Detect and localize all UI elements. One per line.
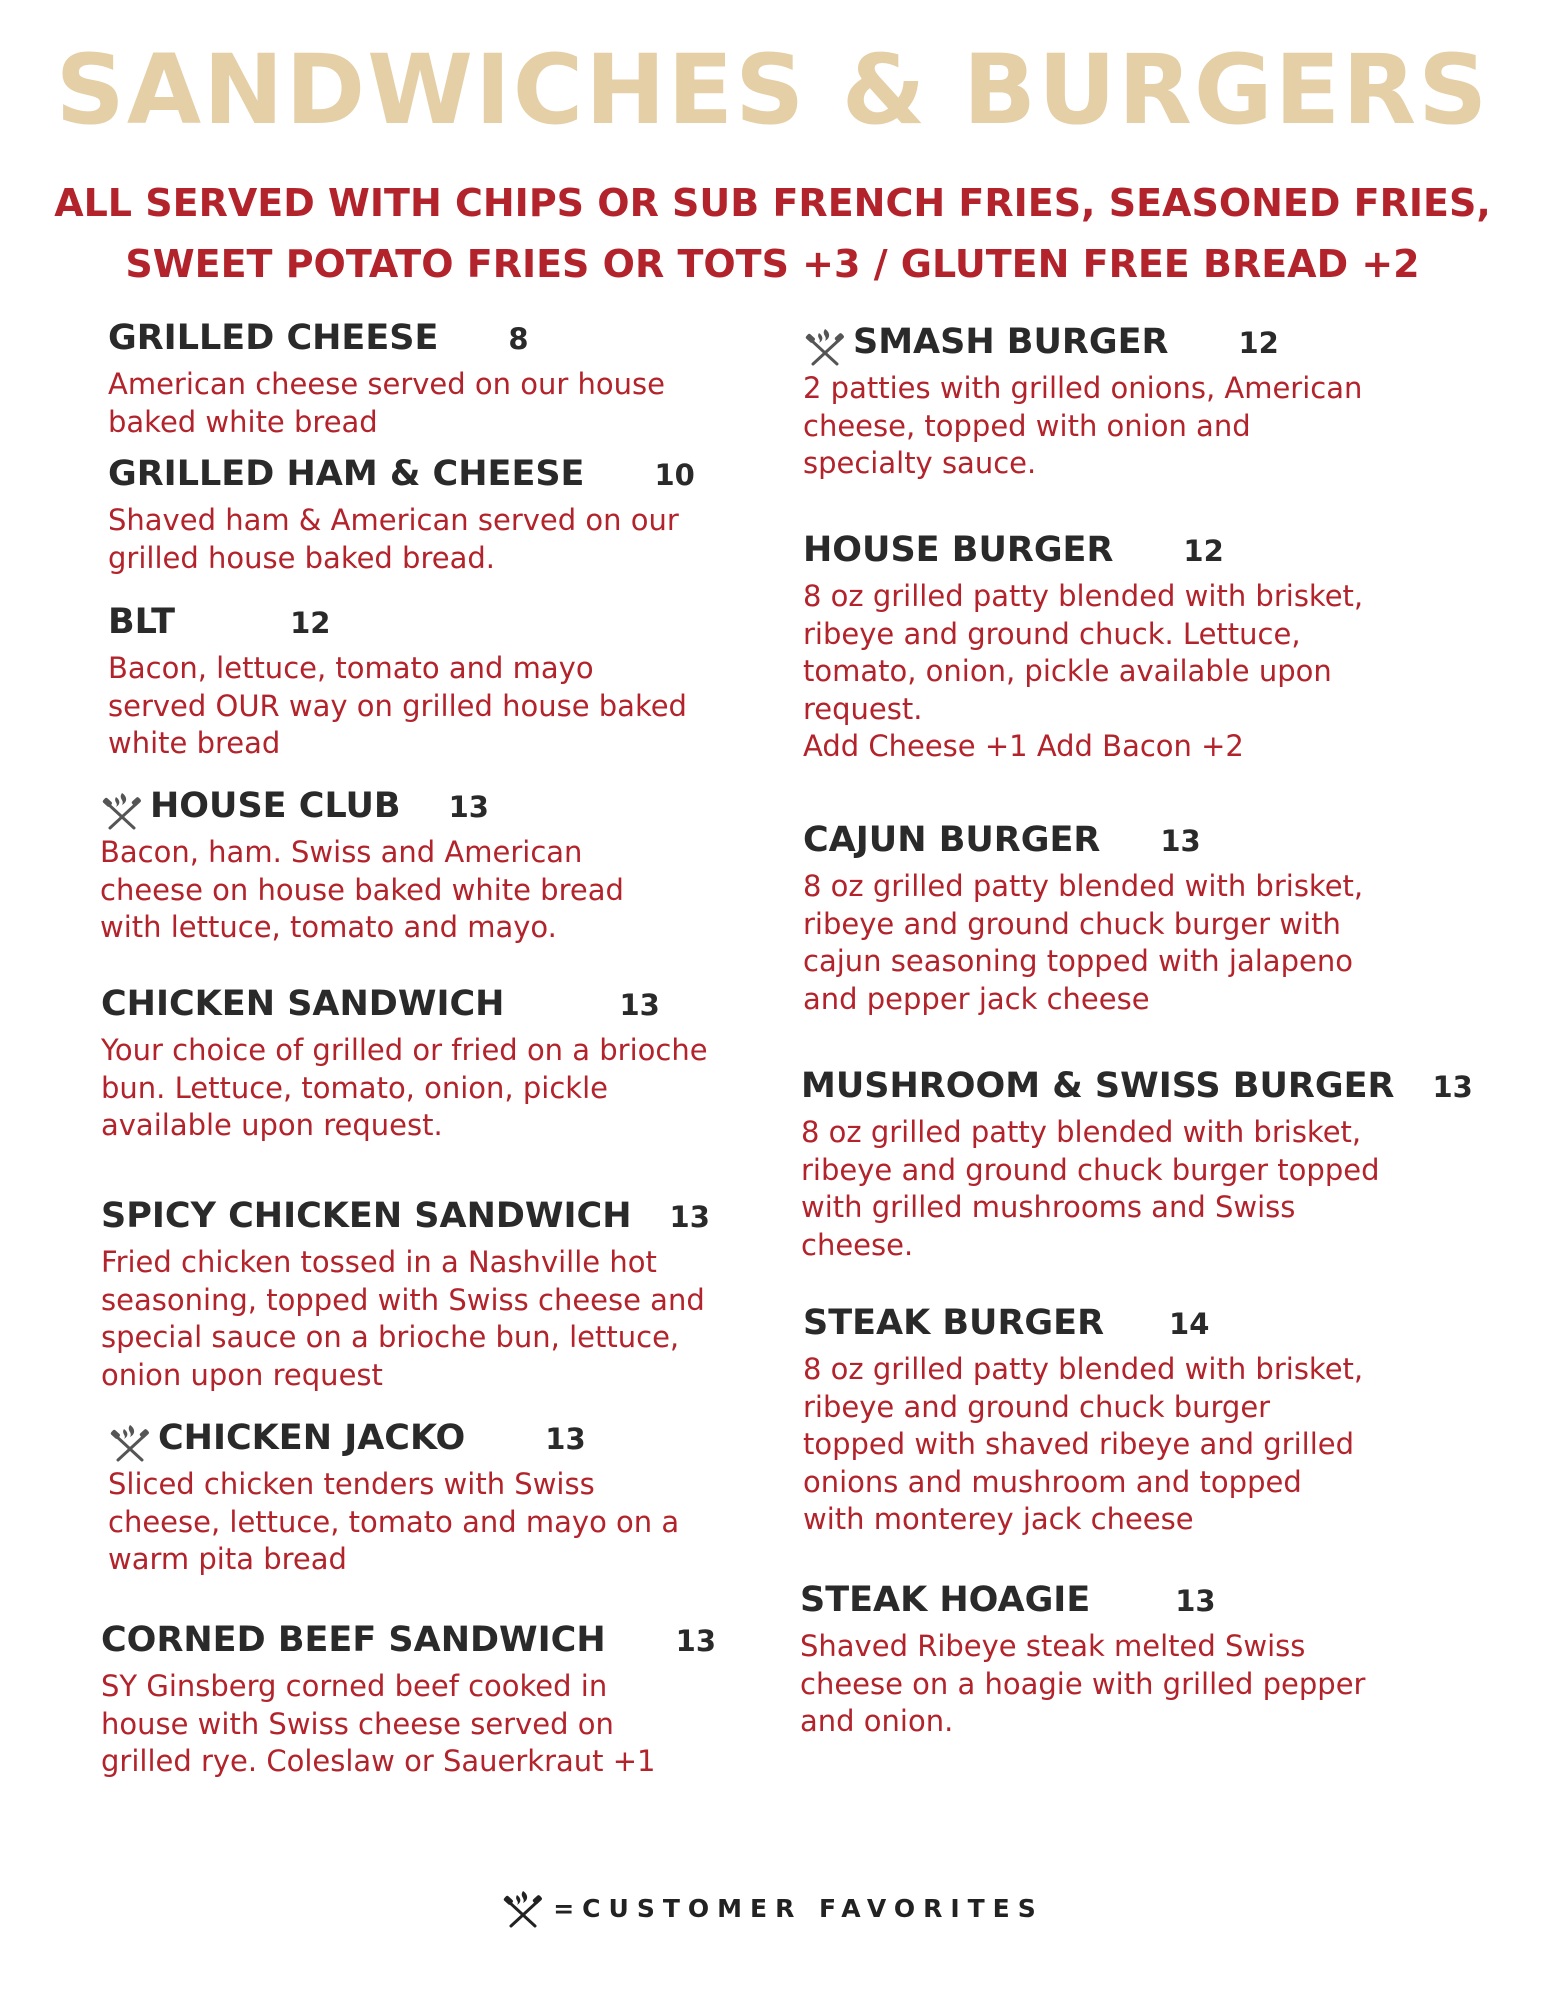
menu-item bbox=[100, 786, 800, 947]
menu-item-description-line: Bacon, lettuce, tomato and mayo bbox=[108, 651, 594, 685]
menu-item-description-line: onions and mushroom and topped bbox=[803, 1464, 1302, 1499]
menu-item bbox=[803, 530, 1503, 766]
menu-item-header bbox=[108, 318, 808, 366]
menu-item-header bbox=[803, 820, 1503, 868]
menu-item-price: 12 bbox=[290, 606, 331, 640]
menu-item-description-line: Sliced chicken tenders with Swiss bbox=[108, 1467, 595, 1501]
menu-item-name: HOUSE BURGER bbox=[803, 530, 1114, 570]
menu-item-price: 12 bbox=[1183, 534, 1224, 568]
menu-item-price: 13 bbox=[675, 1624, 717, 1658]
menu-item-header bbox=[108, 1418, 808, 1466]
menu-item bbox=[101, 984, 801, 1145]
menu-item-description-line: 8 oz grilled patty blended with brisket, bbox=[803, 1352, 1364, 1386]
menu-item-description-line: grilled house baked bread. bbox=[108, 540, 495, 575]
menu-item-description-line: cheese on house baked white bread bbox=[100, 872, 624, 907]
menu-item bbox=[108, 318, 808, 441]
menu-item-name: CAJUN BURGER bbox=[803, 820, 1101, 860]
menu-item-description-line: white bread bbox=[108, 726, 281, 760]
menu-item-header bbox=[101, 984, 801, 1032]
menu-item-description-line: grilled rye. Coleslaw or Sauerkraut +1 bbox=[101, 1744, 656, 1778]
menu-item bbox=[803, 820, 1503, 1018]
menu-item-name: CORNED BEEF SANDWICH bbox=[101, 1620, 606, 1660]
menu-item-price: 13 bbox=[1432, 1070, 1473, 1104]
menu-item-header bbox=[800, 1580, 1500, 1628]
menu-item-description-line: ribeye and ground chuck burger with bbox=[803, 906, 1341, 941]
legend bbox=[0, 1888, 1545, 1928]
menu-item-description-line: Fried chicken tossed in a Nashville hot bbox=[101, 1245, 657, 1279]
menu-item-name: MUSHROOM & SWISS BURGER bbox=[801, 1066, 1395, 1106]
menu-item bbox=[803, 1303, 1503, 1539]
menu-item-name: CHICKEN JACKO bbox=[158, 1418, 466, 1458]
menu-item-price: 8 bbox=[508, 322, 529, 356]
menu-item-description-line: bun. Lettuce, tomato, onion, pickle bbox=[101, 1070, 608, 1105]
menu-item-name: SPICY CHICKEN SANDWICH bbox=[101, 1196, 632, 1236]
menu-item-header bbox=[803, 1303, 1503, 1351]
menu-item-description-line: Shaved ham & American served on our bbox=[108, 503, 679, 537]
menu-item-description-line: 8 oz grilled patty blended with brisket, bbox=[801, 1115, 1362, 1149]
menu-item-name: GRILLED HAM & CHEESE bbox=[108, 454, 585, 494]
menu-item-description-line: with lettuce, tomato and mayo. bbox=[100, 910, 557, 944]
menu-item-description-line: 2 patties with grilled onions, American bbox=[803, 371, 1363, 405]
menu-item-header bbox=[803, 322, 1503, 370]
menu-item-description-line: and onion. bbox=[800, 1704, 954, 1738]
menu-item-description-line: warm pita bread bbox=[108, 1542, 347, 1576]
legend-text: =CUSTOMER FAVORITES bbox=[553, 1893, 1044, 1923]
menu-item-header bbox=[100, 786, 800, 834]
menu-item-description-line: Your choice of grilled or fried on a brioche bbox=[101, 1033, 708, 1067]
menu-item-description-line: cheese, lettuce, tomato and mayo on a bbox=[108, 1504, 680, 1539]
menu-item-description-line: ribeye and ground chuck burger bbox=[803, 1389, 1271, 1424]
customer-favorite-icon bbox=[108, 1422, 152, 1462]
menu-item-header bbox=[108, 602, 808, 650]
menu-item-description-line: cheese, topped with onion and bbox=[803, 408, 1251, 443]
menu-item-description-line: request. bbox=[803, 691, 923, 726]
menu-item-header bbox=[101, 1196, 801, 1244]
menu-item-price: 12 bbox=[1238, 326, 1279, 360]
menu-item-price: 13 bbox=[448, 790, 489, 824]
menu-item-price: 13 bbox=[1175, 1584, 1216, 1618]
menu-item bbox=[800, 1580, 1500, 1741]
menu-item-description-line: onion upon request bbox=[101, 1357, 383, 1392]
menu-item-price: 13 bbox=[669, 1200, 710, 1234]
menu-item-price: 14 bbox=[1169, 1307, 1210, 1341]
menu-item-description-line: American cheese served on our house bbox=[108, 367, 665, 401]
menu-item-description-line: baked white bread bbox=[108, 404, 378, 439]
customer-favorite-icon bbox=[803, 326, 847, 366]
menu-item bbox=[101, 1620, 801, 1781]
menu-title: SANDWICHES & BURGERS bbox=[55, 34, 1490, 146]
menu-item-description-line: ribeye and ground chuck burger topped bbox=[801, 1152, 1380, 1187]
customer-favorite-icon bbox=[100, 790, 144, 830]
menu-item-description-line: Add Cheese +1 Add Bacon +2 bbox=[803, 729, 1244, 763]
menu-item bbox=[803, 322, 1503, 483]
menu-item-price: 13 bbox=[619, 988, 660, 1022]
menu-item-name: CHICKEN SANDWICH bbox=[101, 984, 505, 1024]
menu-item-name: HOUSE CLUB bbox=[150, 786, 401, 826]
menu-item-name: STEAK HOAGIE bbox=[800, 1580, 1091, 1620]
menu-item-description-line: and pepper jack cheese bbox=[803, 981, 1150, 1016]
menu-item-description-line: served OUR way on grilled house baked bbox=[108, 688, 687, 723]
menu-item-description-line: with grilled mushrooms and Swiss bbox=[801, 1190, 1296, 1224]
menu-item-header bbox=[803, 530, 1503, 578]
menu-item-header bbox=[101, 1620, 801, 1668]
menu-item-description-line: tomato, onion, pickle available upon bbox=[803, 654, 1332, 688]
menu-item-description-line: specialty sauce. bbox=[803, 446, 1037, 480]
menu-item bbox=[801, 1066, 1501, 1264]
menu-item-description-line: cheese. bbox=[801, 1227, 914, 1262]
menu-item-name: STEAK BURGER bbox=[803, 1303, 1105, 1343]
menu-subtitle-line1: ALL SERVED WITH CHIPS OR SUB FRENCH FRIES, SEASONED FRIES, bbox=[54, 181, 1491, 225]
menu-item-description-line: special sauce on a brioche bun, lettuce, bbox=[101, 1320, 680, 1354]
menu-item-description-line: available upon request. bbox=[101, 1108, 443, 1142]
menu-item-description-line: ribeye and ground chuck. Lettuce, bbox=[803, 616, 1301, 651]
menu-item-name: GRILLED CHEESE bbox=[108, 318, 439, 358]
menu-item-description-line: topped with shaved ribeye and grilled bbox=[803, 1427, 1355, 1461]
menu-item-name: BLT bbox=[108, 602, 176, 642]
menu-item-price: 13 bbox=[1160, 824, 1201, 858]
menu-item bbox=[108, 454, 808, 577]
menu-item-header bbox=[801, 1066, 1501, 1114]
menu-item-price: 13 bbox=[545, 1422, 586, 1456]
menu-item-description-line: 8 oz grilled patty blended with brisket, bbox=[803, 579, 1364, 613]
menu-subtitle-line2: SWEET POTATO FRIES OR TOTS +3 / GLUTEN FREE BREAD +2 bbox=[125, 242, 1420, 286]
crossed-utensils-flame-icon bbox=[501, 1888, 545, 1928]
menu-item bbox=[101, 1196, 801, 1394]
menu-item-description-line: cheese on a hoagie with grilled pepper bbox=[800, 1666, 1366, 1701]
menu-item-description-line: 8 oz grilled patty blended with brisket, bbox=[803, 869, 1364, 903]
menu-item-description-line: Bacon, ham. Swiss and American bbox=[100, 835, 583, 869]
menu-item-header bbox=[108, 454, 808, 502]
menu-item-description-line: with monterey jack cheese bbox=[803, 1502, 1194, 1536]
menu-item-description-line: house with Swiss cheese served on bbox=[101, 1706, 614, 1741]
menu-item-description-line: cajun seasoning topped with jalapeno bbox=[803, 944, 1353, 978]
menu-item-name: SMASH BURGER bbox=[853, 322, 1169, 362]
menu-item-description-line: seasoning, topped with Swiss cheese and bbox=[101, 1282, 705, 1317]
menu-item-description-line: Shaved Ribeye steak melted Swiss bbox=[800, 1629, 1306, 1663]
menu-item bbox=[108, 1418, 808, 1579]
menu-item-price: 10 bbox=[654, 458, 695, 492]
menu-item-description-line: SY Ginsberg corned beef cooked in bbox=[101, 1669, 608, 1703]
menu-item bbox=[108, 602, 808, 763]
